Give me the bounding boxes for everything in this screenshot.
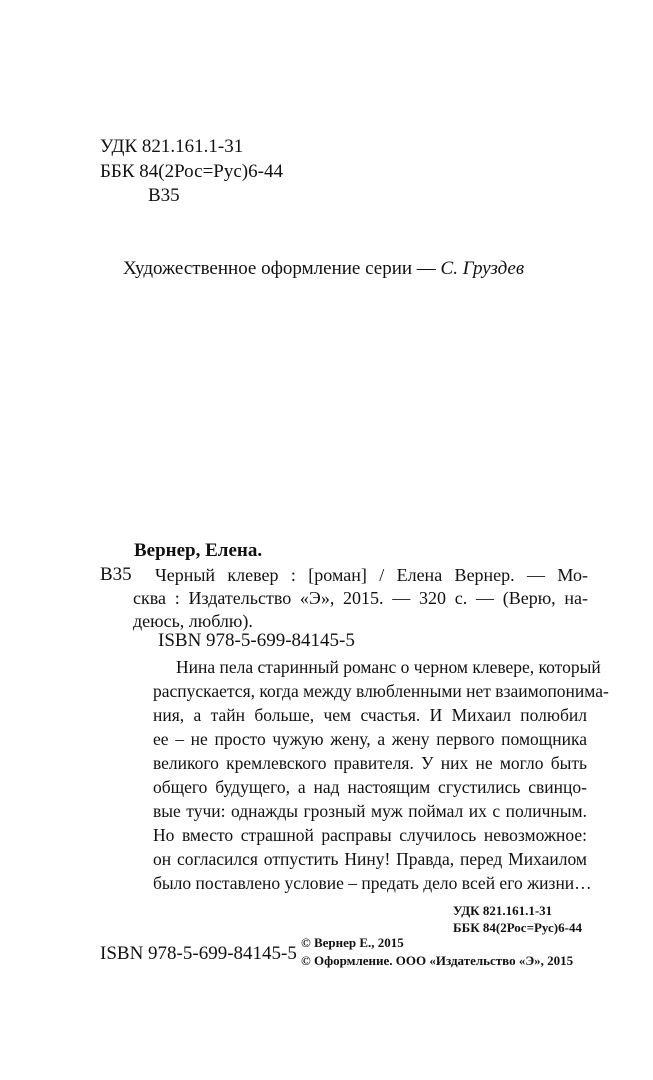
footer-bbk: ББК 84(2Рос=Рус)6-44 bbox=[453, 920, 582, 935]
author-heading: Вернер, Елена. bbox=[134, 540, 263, 561]
annotation-line: ее – не просто чужую жену, а жену первого помощника bbox=[153, 729, 587, 749]
designer-name: С. Груздев bbox=[440, 258, 525, 279]
author-sign: В35 bbox=[148, 185, 180, 206]
udk-code: УДК 821.161.1-31 bbox=[100, 136, 244, 157]
annotation-line: вые тучи: однажды грозный муж поймал их с поличным. bbox=[153, 801, 587, 821]
bibliography-line-2: сква : Издательство «Э», 2015. — 320 с. — (Верю, на- bbox=[133, 588, 588, 608]
annotation-line: Нина пела старинный романс о черном клевере, который bbox=[176, 657, 601, 677]
copyright-design: © Оформление. ООО «Издательство «Э», 2015 bbox=[301, 953, 574, 968]
bibliography-sign: В35 bbox=[100, 564, 132, 585]
annotation-line: ния, а тайн больше, чем счастья. И Михаил полюбил bbox=[153, 705, 587, 725]
footer-udk: УДК 821.161.1-31 bbox=[453, 903, 553, 918]
bbk-code: ББК 84(2Рос=Рус)6-44 bbox=[100, 161, 283, 182]
design-credit-label: Художественное оформление серии — bbox=[123, 258, 441, 279]
annotation-line: Но вместо страшной расправы случилось невозможное: bbox=[153, 825, 587, 845]
copyright-author: © Вернер Е., 2015 bbox=[301, 935, 404, 950]
bibliography-line-3: деюсь, люблю). bbox=[133, 611, 253, 631]
annotation-line: было поставлено условие – предать дело всей его жизни… bbox=[153, 873, 592, 893]
design-credit bbox=[123, 258, 524, 280]
annotation-line: великого кремлевского правителя. У них не могло быть bbox=[153, 753, 587, 773]
footer-isbn: ISBN 978-5-699-84145-5 bbox=[100, 943, 297, 964]
annotation-line: общего будущего, а над настоящим сгустились свинцо- bbox=[153, 777, 587, 797]
bibliography-line-1: Черный клевер : [роман] / Елена Вернер. — Мо- bbox=[155, 565, 588, 585]
bibliography-isbn: ISBN 978-5-699-84145-5 bbox=[158, 630, 355, 651]
annotation-line: распускается, когда между влюбленными нет взаимопонима- bbox=[153, 681, 609, 701]
annotation-line: он согласился отпустить Нину! Правда, перед Михаилом bbox=[153, 849, 587, 869]
